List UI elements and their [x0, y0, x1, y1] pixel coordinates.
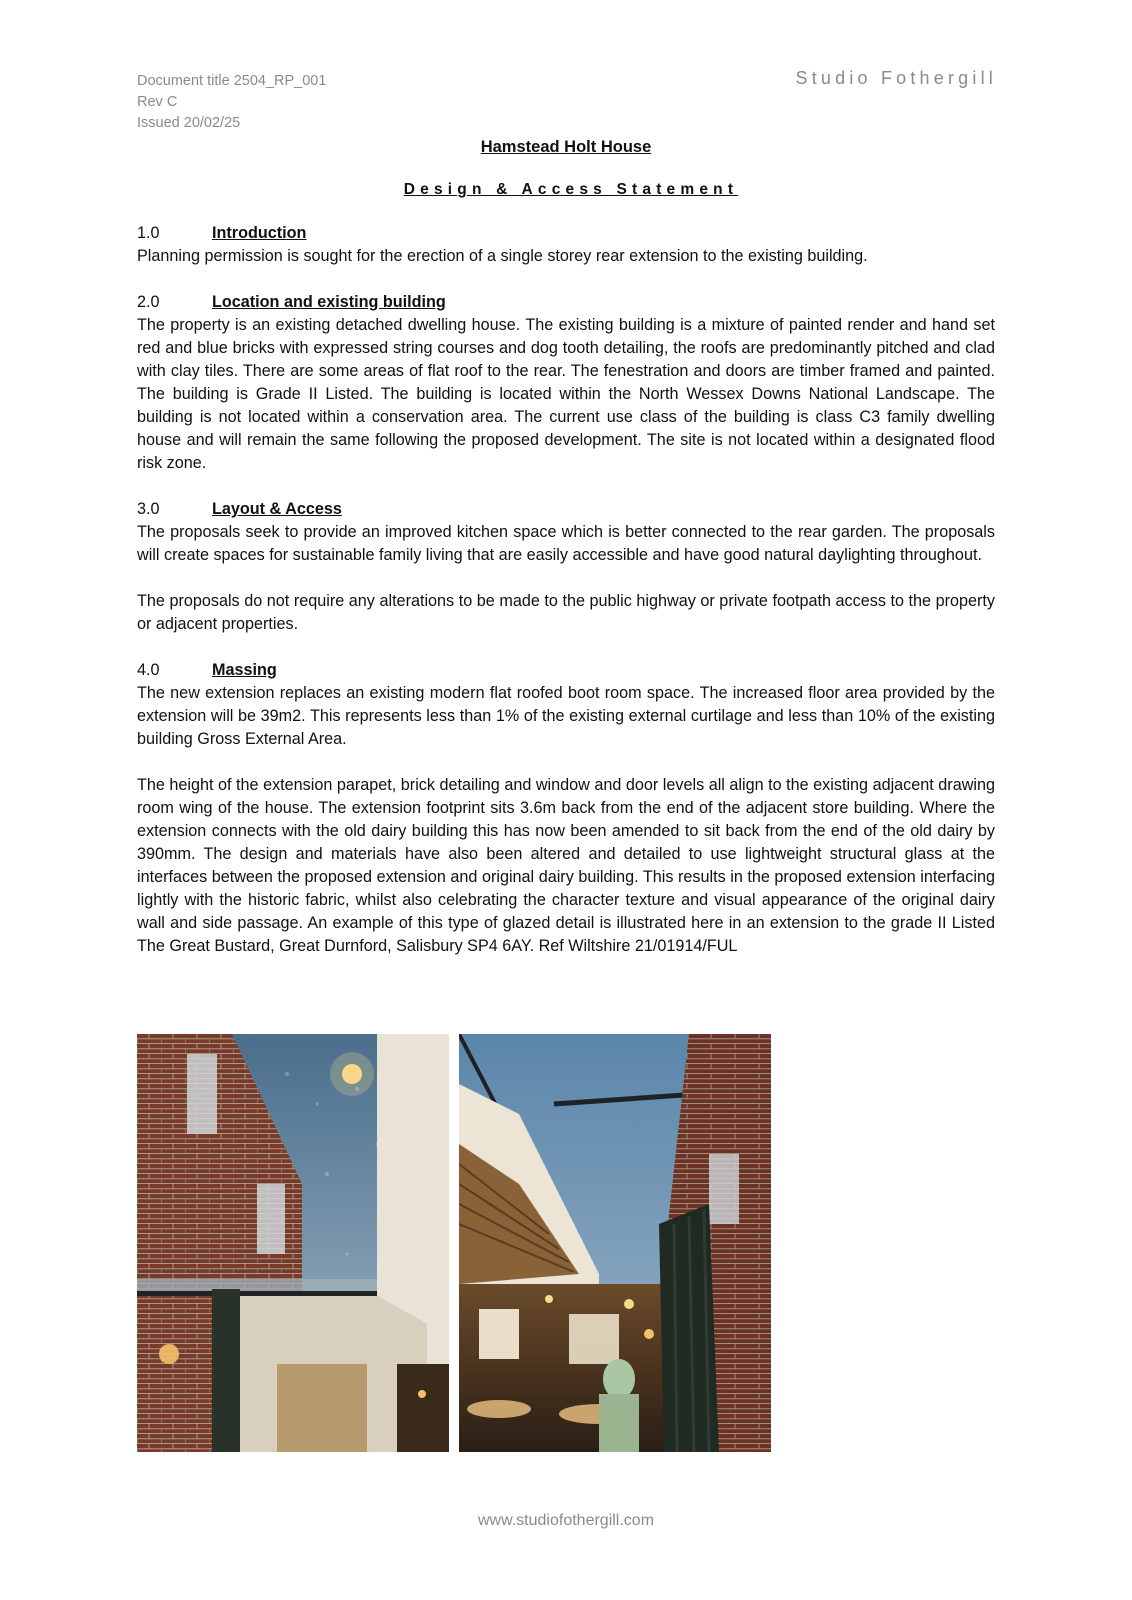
revision-line: Rev C: [137, 94, 178, 110]
section-number: 1.0: [137, 224, 160, 242]
section-introduction: [137, 222, 995, 268]
paragraph: Planning permission is sought for the erection of a single storey rear extension to the existing building.: [137, 247, 868, 265]
glazed-link-photo-right: [459, 1034, 771, 1452]
paragraph: The proposals seek to provide an improved kitchen space which is better connected to the rear garden. The proposals will create spaces for sustainable family living that are easily accessible and have good natural daylighting throughout.: [137, 523, 995, 564]
section-heading: [137, 659, 995, 682]
section-heading: [137, 222, 995, 245]
section-number: 3.0: [137, 500, 160, 518]
section-number: 4.0: [137, 661, 160, 679]
paragraph: The property is an existing detached dwelling house. The existing building is a mixture of painted render and hand set red and blue bricks with expressed string courses and dog tooth detailing, the roofs are predominantly pitched and clad with clay tiles. There are some areas of flat roof to the rear. The fenestration and doors are timber framed and painted. The building is Grade II Listed. The building is located within the North Wessex Downs National Landscape. The building is not located within a conservation area. The current use class of the building is class C3 family dwelling house and will remain the same following the proposed development. The site is not located within a designated flood risk zone.: [137, 316, 995, 472]
document-meta: [137, 71, 326, 134]
section-title: Massing: [212, 661, 277, 679]
section-location: [137, 291, 995, 475]
example-photos: [137, 1034, 771, 1452]
glazed-link-photo-left: [137, 1034, 449, 1452]
section-heading: [137, 291, 995, 314]
paragraph: The height of the extension parapet, brick detailing and window and door levels all align to the existing adjacent drawing room wing of the house. The extension footprint sits 3.6m back from the end of the adjacent store building. Where the extension connects with the old dairy building this has now been amended to sit back from the end of the old dairy by 390mm. The design and materials have also been altered and detailed to use lightweight structural glass at the interfaces between the proposed extension and original dairy building. This results in the proposed extension interfacing lightly with the historic fabric, whilst also celebrating the character texture and visual appearance of the original dairy wall and side passage. An example of this type of glazed detail is illustrated here in an extension to the grade II Listed The Great Bustard, Great Durnford, Salisbury SP4 6AY. Ref Wiltshire 21/01914/FUL: [137, 776, 995, 955]
document-body: [137, 222, 995, 958]
section-title: Layout & Access: [212, 500, 342, 518]
section-layout-access: [137, 498, 995, 636]
document-main-title: Hamstead Holt House: [480, 138, 652, 156]
document-subtitle: Design & Access Statement: [403, 181, 739, 198]
issued-line: Issued 20/02/25: [137, 115, 241, 131]
footer-website: www.studiofothergill.com: [477, 1512, 655, 1529]
paragraph: The new extension replaces an existing modern flat roofed boot room space. The increased floor area provided by the extension will be 39m2. This represents less than 1% of the existing external curtilage and less than 10% of the existing building Gross External Area.: [137, 684, 995, 748]
section-number: 2.0: [137, 293, 160, 311]
paragraph: The proposals do not require any alterations to be made to the public highway or private footpath access to the property or adjacent properties.: [137, 592, 995, 633]
section-massing: [137, 659, 995, 958]
section-title: Introduction: [212, 224, 307, 242]
document-title-line: Document title 2504_RP_001: [137, 73, 327, 89]
section-title: Location and existing building: [212, 293, 446, 311]
brand-name: Studio Fothergill: [795, 68, 997, 88]
section-heading: [137, 498, 995, 521]
